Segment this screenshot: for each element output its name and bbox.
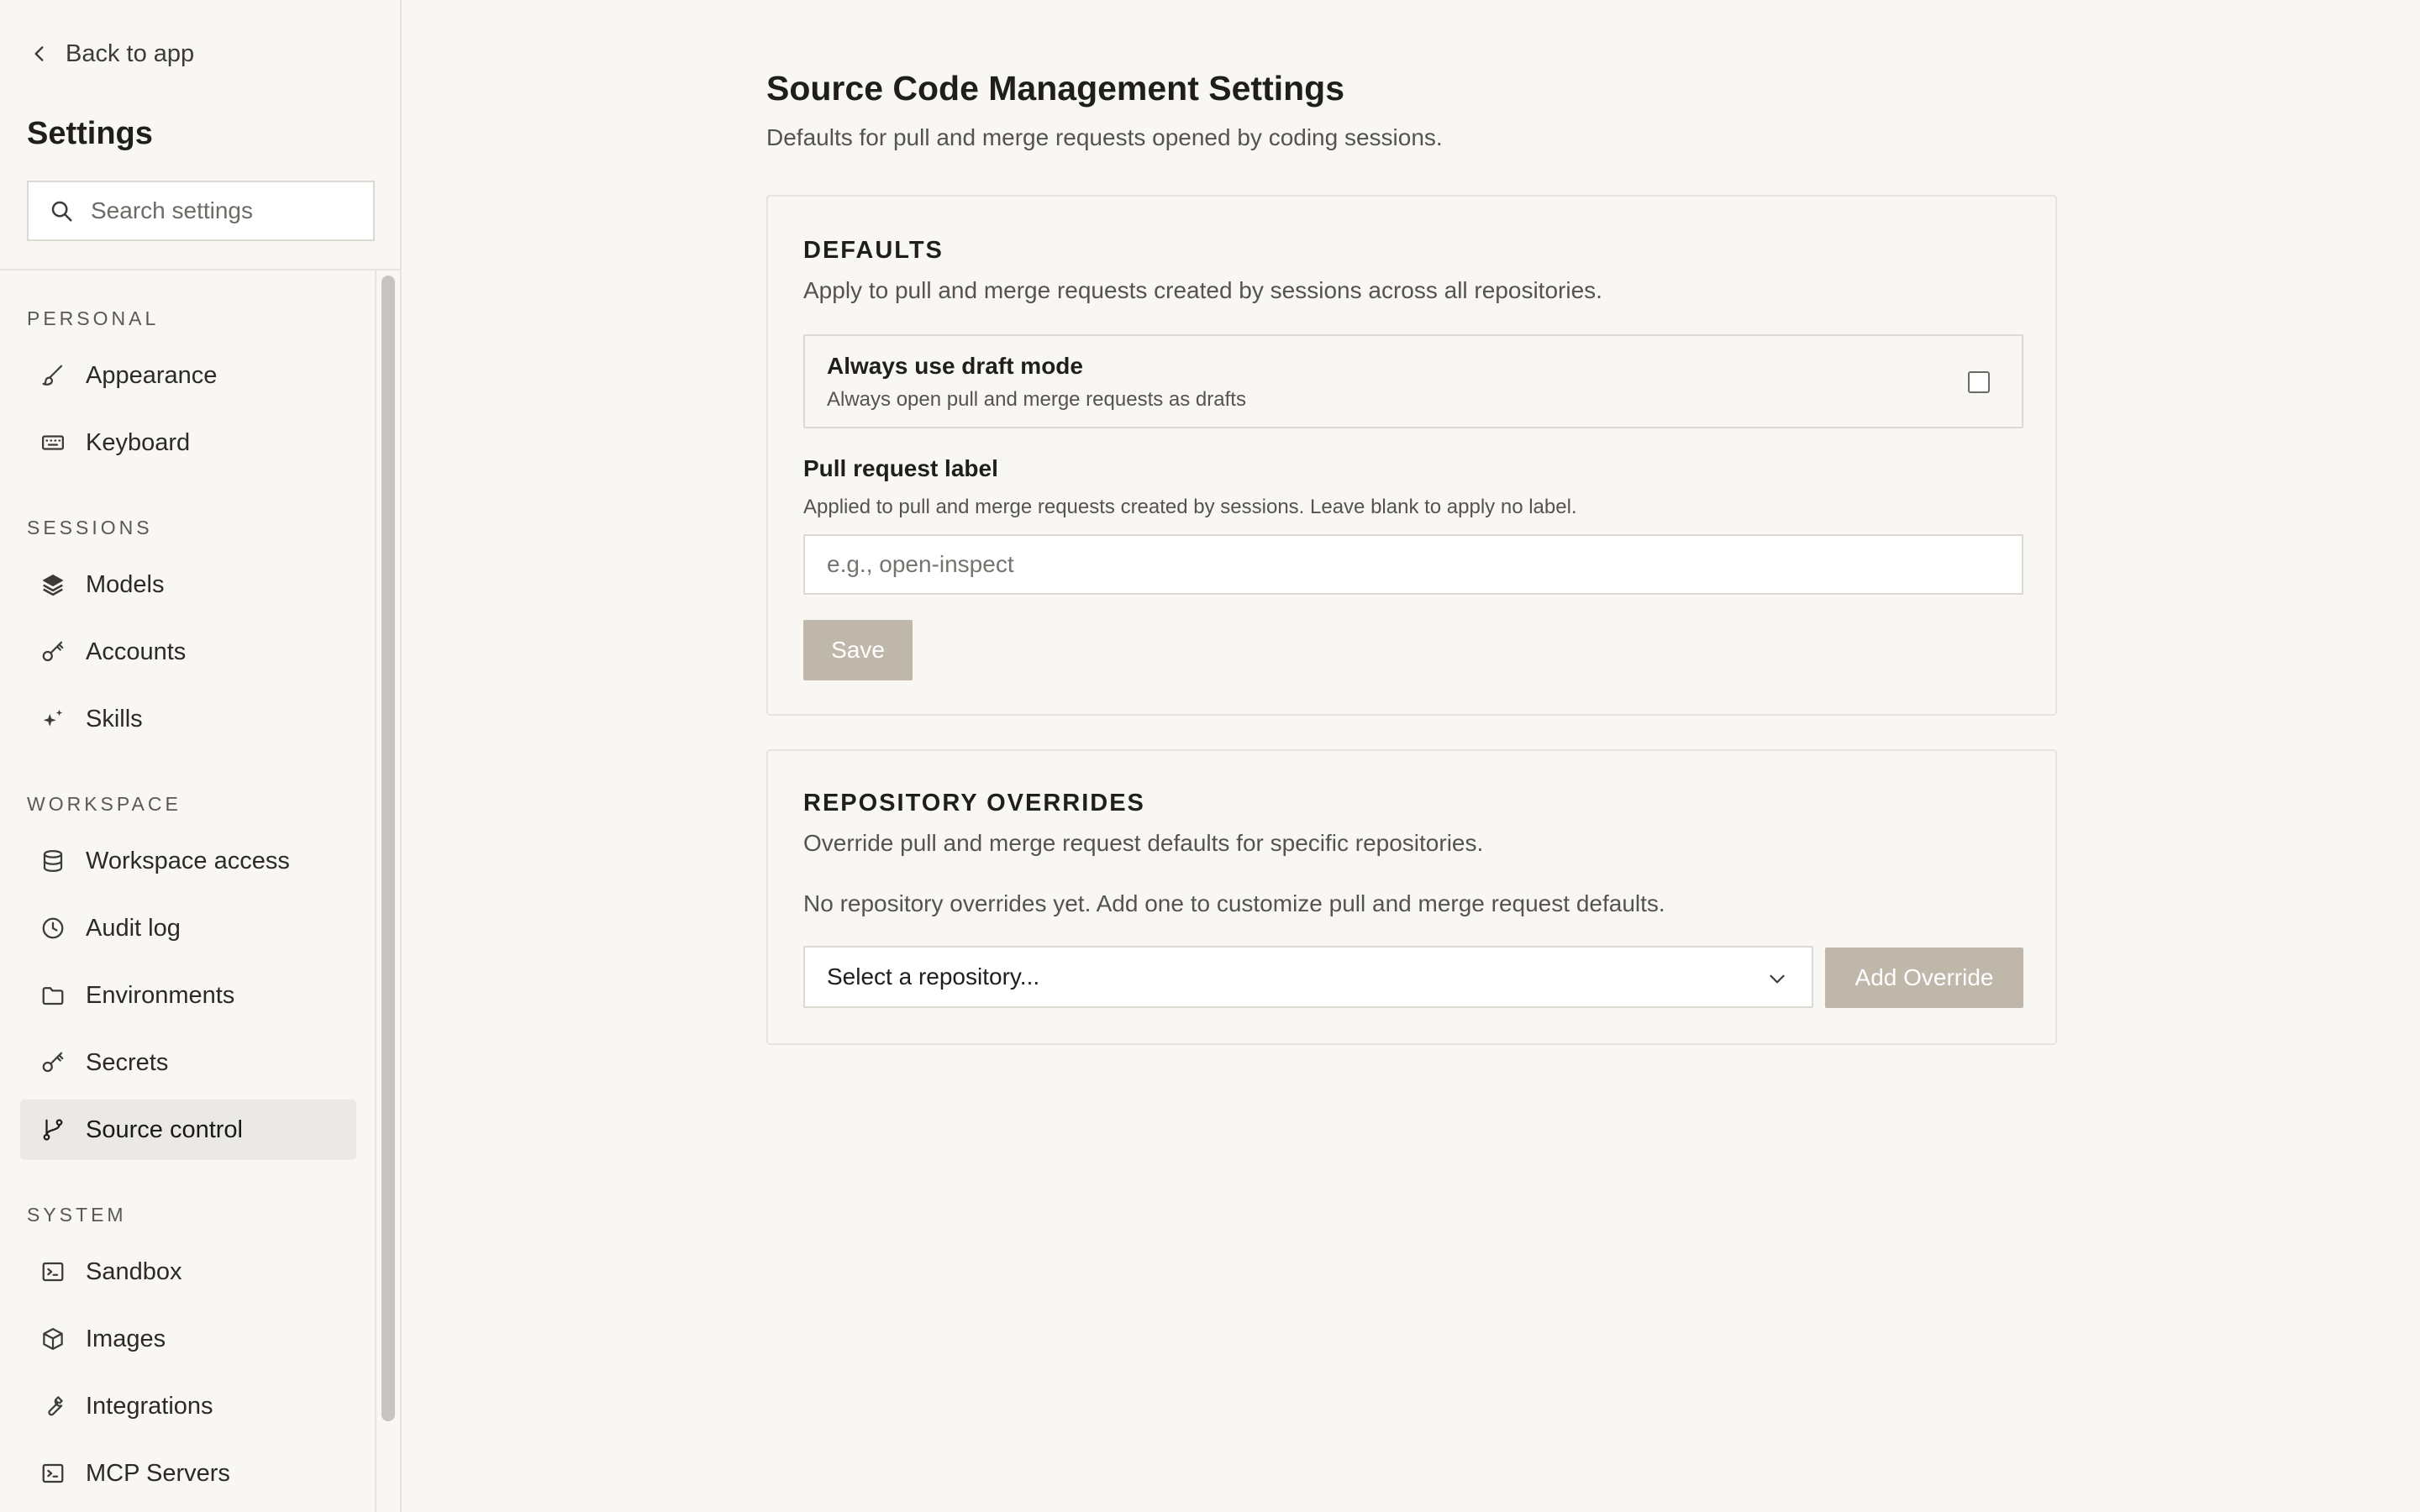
sidebar-item-images[interactable] — [20, 1309, 356, 1369]
sidebar-item-models[interactable] — [20, 554, 356, 615]
draft-mode-title: Always use draft mode — [827, 353, 1083, 379]
database-icon — [40, 848, 66, 874]
sidebar-item-keyboard[interactable] — [20, 412, 356, 473]
pull-request-label-help: Applied to pull and merge requests created by sessions. Leave blank to apply no label. — [803, 496, 1577, 518]
brush-icon — [40, 363, 66, 388]
sidebar-item-label: Workspace access — [86, 847, 290, 874]
sidebar-item-integrations[interactable] — [20, 1376, 356, 1436]
sidebar-item-sandbox[interactable] — [20, 1242, 356, 1302]
keyboard-icon — [40, 430, 66, 455]
search-settings-box[interactable] — [27, 181, 375, 241]
sidebar-item-label: Sandbox — [86, 1257, 182, 1285]
sidebar-item-label: Skills — [86, 705, 143, 732]
sparkles-icon — [40, 706, 66, 732]
sidebar-item-label: Integrations — [86, 1392, 213, 1420]
sidebar-item-label: Source control — [86, 1116, 243, 1143]
pull-request-label-input[interactable] — [803, 534, 2023, 595]
search-settings-input[interactable] — [91, 197, 368, 224]
page-title: Source Code Management Settings — [766, 69, 1345, 108]
defaults-description: Apply to pull and merge requests created by sessions across all repositories. — [803, 277, 1602, 303]
sidebar-item-label: Environments — [86, 981, 235, 1009]
chevron-down-icon — [1766, 968, 1788, 990]
sidebar-item-label: Appearance — [86, 361, 218, 389]
page-subtitle: Defaults for pull and merge requests opened by coding sessions. — [766, 124, 1443, 150]
sidebar-item-label: Accounts — [86, 638, 187, 665]
clock-icon — [40, 916, 66, 941]
sidebar-item-accounts[interactable] — [20, 622, 356, 682]
overrides-empty-text: No repository overrides yet. Add one to customize pull and merge request defaults. — [803, 890, 1665, 916]
sidebar-item-secrets[interactable] — [20, 1032, 356, 1093]
sidebar-item-appearance[interactable] — [20, 345, 356, 406]
defaults-heading: DEFAULTS — [803, 237, 944, 264]
overrides-description: Override pull and merge request defaults for specific repositories. — [803, 830, 1484, 856]
nav-section-system: SYSTEM — [27, 1204, 127, 1226]
overrides-heading: REPOSITORY OVERRIDES — [803, 790, 1145, 816]
sidebar-item-skills[interactable] — [20, 689, 356, 749]
add-override-button[interactable]: Add Override — [1825, 948, 2023, 1008]
nav-section-personal: PERSONAL — [27, 307, 160, 329]
search-icon — [49, 198, 74, 223]
layers-icon — [40, 572, 66, 597]
sidebar-item-environments[interactable] — [20, 965, 356, 1026]
sidebar-item-source-control[interactable] — [20, 1100, 356, 1160]
repository-overrides-card — [766, 749, 2057, 1045]
nav-section-workspace: WORKSPACE — [27, 793, 182, 815]
sidebar-title: Settings — [27, 116, 153, 151]
wrench-icon — [40, 1394, 66, 1419]
defaults-card — [766, 195, 2057, 716]
repository-select[interactable] — [803, 946, 1813, 1008]
draft-mode-subtitle: Always open pull and merge requests as drafts — [827, 388, 1246, 411]
box-icon — [40, 1326, 66, 1352]
sidebar-item-label: Models — [86, 570, 165, 598]
repository-select-value: Select a repository... — [827, 963, 1040, 990]
folder-icon — [40, 983, 66, 1008]
key-icon — [40, 1050, 66, 1075]
key-icon — [40, 639, 66, 664]
sidebar-scrollbar[interactable] — [381, 276, 395, 1421]
pull-request-label-title: Pull request label — [803, 455, 998, 481]
sidebar-item-label: Audit log — [86, 914, 181, 942]
terminal-icon — [40, 1259, 66, 1284]
sidebar-item-label: Keyboard — [86, 428, 191, 456]
sidebar-item-label: MCP Servers — [86, 1459, 230, 1487]
sidebar-item-audit-log[interactable] — [20, 898, 356, 958]
draft-mode-checkbox[interactable] — [1968, 371, 1990, 393]
chevron-left-icon — [29, 43, 50, 65]
back-to-app-label: Back to app — [66, 39, 195, 67]
sidebar-item-mcp-servers[interactable] — [20, 1443, 356, 1504]
terminal-icon — [40, 1461, 66, 1486]
draft-mode-option[interactable] — [803, 334, 2023, 428]
back-to-app-link[interactable] — [29, 37, 194, 71]
sidebar-item-label: Secrets — [86, 1048, 169, 1076]
nav-section-sessions: SESSIONS — [27, 517, 153, 538]
settings-sidebar — [0, 0, 402, 1512]
sidebar-item-workspace-access[interactable] — [20, 831, 356, 891]
git-branch-icon — [40, 1117, 66, 1142]
save-button[interactable]: Save — [803, 620, 913, 680]
sidebar-item-label: Images — [86, 1325, 166, 1352]
